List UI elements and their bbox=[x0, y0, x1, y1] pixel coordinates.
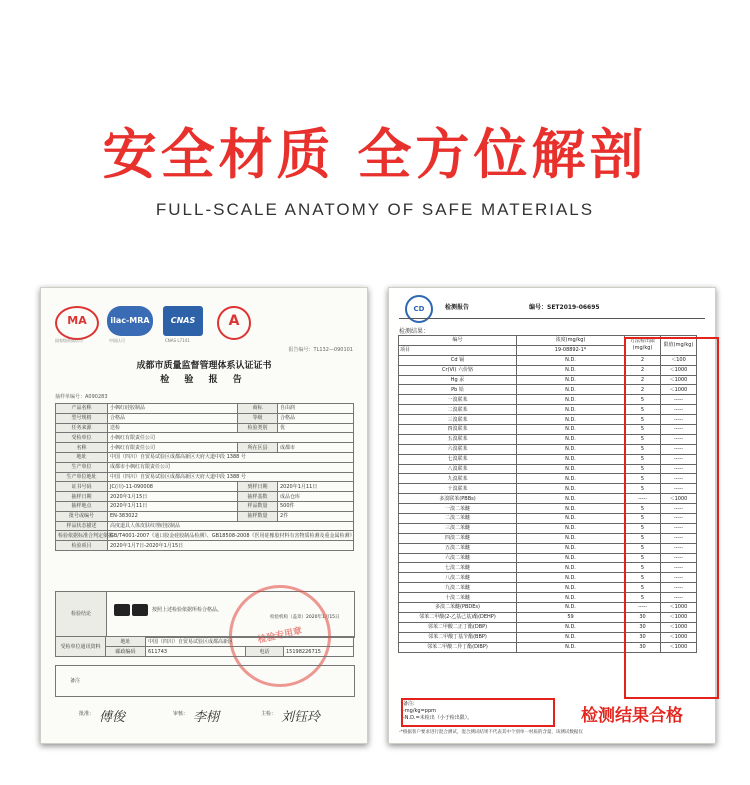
cell: 2020年1月11日 bbox=[108, 501, 238, 511]
cell: ＜1000 bbox=[661, 632, 697, 642]
cnas-logo-icon: CNAS bbox=[163, 306, 203, 336]
report-number: 编号：SET2019-06695 bbox=[529, 304, 600, 311]
cell: ----- bbox=[625, 494, 661, 504]
cell: 高度道具人体皮肤纹理硅胶制品 bbox=[108, 521, 354, 531]
result-passed-callout: 检测结果合格 bbox=[581, 706, 683, 726]
cell: 电话 bbox=[246, 647, 284, 657]
cell: 5 bbox=[625, 454, 661, 464]
cell: ----- bbox=[661, 395, 697, 405]
cell: ＜1000 bbox=[661, 642, 697, 652]
certificate-row bbox=[56, 423, 354, 433]
cell: 六溴二苯醚 bbox=[399, 553, 517, 563]
cell: N.D. bbox=[517, 642, 625, 652]
cell: N.D. bbox=[517, 563, 625, 573]
cell: N.D. bbox=[517, 593, 625, 603]
lab-logo-icon: CD bbox=[405, 295, 433, 323]
head-cell: 编号 bbox=[399, 336, 517, 346]
cell: 任务来源 bbox=[56, 423, 108, 433]
cell: 检验依据标准合判定依据 bbox=[56, 531, 108, 541]
cell: 生产单位 bbox=[56, 462, 108, 472]
certificate-row bbox=[56, 404, 354, 414]
limits-highlight-box bbox=[624, 337, 719, 699]
cell: 批号或编号 bbox=[56, 511, 108, 521]
cell: 5 bbox=[625, 434, 661, 444]
cell: 地址 bbox=[106, 637, 146, 647]
cell: ----- bbox=[661, 553, 697, 563]
cell: N.D. bbox=[517, 514, 625, 524]
certificate-row bbox=[56, 511, 354, 521]
cell: 一溴二苯醚 bbox=[399, 504, 517, 514]
cell: 2 bbox=[625, 375, 661, 385]
cell: 十溴联苯 bbox=[399, 484, 517, 494]
cell: N.D. bbox=[517, 415, 625, 425]
conclusion-text: 按照上述检验依据所检合格品。 bbox=[152, 607, 223, 613]
cell: 2020年1月7日-2020年1月15日 bbox=[108, 541, 354, 551]
cell: N.D. bbox=[517, 375, 625, 385]
cell: N.D. bbox=[517, 464, 625, 474]
cell: 六溴联苯 bbox=[399, 444, 517, 454]
cell: N.D. bbox=[517, 553, 625, 563]
cell: ----- bbox=[661, 583, 697, 593]
cell: 5 bbox=[625, 573, 661, 583]
note-line: -N.D.=未检出（小于检出限）。 bbox=[403, 715, 473, 721]
sample-number: 抽样单编号：A090283 bbox=[55, 394, 108, 400]
cell: 2件 bbox=[278, 511, 354, 521]
cell: 5 bbox=[625, 583, 661, 593]
head-cell: 19-08892-1* bbox=[517, 345, 625, 355]
cell: 5 bbox=[625, 444, 661, 454]
inspector-label: 主检： bbox=[261, 711, 277, 717]
cell: 5 bbox=[625, 474, 661, 484]
cell: N.D. bbox=[517, 543, 625, 553]
cell: 一溴联苯 bbox=[399, 395, 517, 405]
cell: 成品仓库 bbox=[278, 492, 354, 502]
cell: 三溴二苯醚 bbox=[399, 523, 517, 533]
cell: ----- bbox=[661, 573, 697, 583]
cell: EN-383022 bbox=[108, 511, 238, 521]
cell: 商标 bbox=[238, 404, 278, 414]
a-logo-icon: A bbox=[217, 306, 251, 340]
test-report bbox=[388, 287, 716, 744]
certificate-report-number: 报告编号：TL132—090101 bbox=[288, 347, 353, 353]
conclusion-date: 检验机构（盖章）2020年1月15日 bbox=[270, 615, 340, 620]
cell: N.D. bbox=[517, 365, 625, 375]
cell: 5 bbox=[625, 425, 661, 435]
cell: ----- bbox=[661, 593, 697, 603]
cell: 抽样基数 bbox=[238, 492, 278, 502]
cell: ＜1000 bbox=[661, 603, 697, 613]
signatures bbox=[55, 706, 353, 726]
cell: ----- bbox=[661, 405, 697, 415]
approver-signature: 傅俊 bbox=[99, 710, 126, 725]
remarks-label: 备注 bbox=[70, 678, 81, 684]
cell: 15198226715 bbox=[284, 647, 354, 657]
cell: N.D. bbox=[517, 395, 625, 405]
cell: 抽样数量 bbox=[238, 511, 278, 521]
ilac-mra-logo-icon: ilac-MRA bbox=[107, 306, 153, 336]
cell: 自由润 bbox=[278, 404, 354, 414]
cell: 地址 bbox=[56, 452, 108, 462]
cell: N.D. bbox=[517, 434, 625, 444]
cell: ----- bbox=[661, 474, 697, 484]
cell: 八溴联苯 bbox=[399, 464, 517, 474]
cell: ----- bbox=[661, 464, 697, 474]
cell: 五溴二苯醚 bbox=[399, 543, 517, 553]
cell: 中国（四川）自贸易试验区成都高新区 bbox=[146, 637, 354, 647]
cell: N.D. bbox=[517, 444, 625, 454]
cell: 多溴二苯醚(PBDEs) bbox=[399, 603, 517, 613]
reviewer-signature: 李栩 bbox=[193, 710, 220, 725]
cell: 抽样日期 bbox=[56, 492, 108, 502]
head-cell: 项目 bbox=[399, 345, 517, 355]
cell: 中国（四川）自贸易试验区成都高新区天府大道中段 1388 号 bbox=[108, 472, 354, 482]
inspection-certificate bbox=[40, 287, 368, 744]
cell: 成都市小枫红有限责任公司 bbox=[108, 462, 354, 472]
cell: 2 bbox=[625, 385, 661, 395]
certificate-title: 检 验 报 告 bbox=[160, 375, 248, 385]
certificate-row bbox=[56, 531, 354, 541]
cell: 八溴二苯醚 bbox=[399, 573, 517, 583]
cell: 5 bbox=[625, 593, 661, 603]
cell: 抽样地点 bbox=[56, 501, 108, 511]
cell: 二溴联苯 bbox=[399, 405, 517, 415]
cell: 5 bbox=[625, 405, 661, 415]
cell: ----- bbox=[625, 603, 661, 613]
cell: 小枫红硅胶制品 bbox=[108, 404, 238, 414]
note-line: -mg/kg=ppm bbox=[403, 708, 437, 714]
cell: 小枫红有限责任公司 bbox=[108, 443, 238, 453]
cell: 5 bbox=[625, 464, 661, 474]
cell: 合格品 bbox=[278, 413, 354, 423]
cell: 5 bbox=[625, 395, 661, 405]
cell: 邻苯二甲酸二异丁酯(DIBP) bbox=[399, 642, 517, 652]
cell: 七溴二苯醚 bbox=[399, 563, 517, 573]
cell: ----- bbox=[661, 543, 697, 553]
logo-caption: CNAS L7141 bbox=[165, 338, 190, 343]
notes bbox=[403, 701, 472, 722]
cell: 30 bbox=[625, 642, 661, 652]
cell: 邻苯二甲酸二正丁酯(DBP) bbox=[399, 622, 517, 632]
certificate-row bbox=[56, 492, 354, 502]
cell: N.D. bbox=[517, 632, 625, 642]
cell: N.D. bbox=[517, 425, 625, 435]
cell: 多溴联苯(PBBs) bbox=[399, 494, 517, 504]
cell: ＜1000 bbox=[661, 494, 697, 504]
cell: 2 bbox=[625, 355, 661, 365]
cell: 五溴联苯 bbox=[399, 434, 517, 444]
logo-caption: 国家级资质认可 bbox=[55, 338, 83, 343]
cell: ----- bbox=[661, 514, 697, 524]
cell: 九溴联苯 bbox=[399, 474, 517, 484]
cell: 生产单位地址 bbox=[56, 472, 108, 482]
cell: N.D. bbox=[517, 583, 625, 593]
cell: 500件 bbox=[278, 501, 354, 511]
certificate-contact-table bbox=[55, 636, 354, 657]
cell: 小枫红有限责任公司 bbox=[108, 433, 354, 443]
cell: 二溴二苯醚 bbox=[399, 514, 517, 524]
certificate-row bbox=[56, 413, 354, 423]
cell: 型号规格 bbox=[56, 413, 108, 423]
cell: Cr(VI) 六价铬 bbox=[399, 365, 517, 375]
cell: 邻苯二甲酸丁基苄酯(BBP) bbox=[399, 632, 517, 642]
cell: 59 bbox=[517, 612, 625, 622]
cell: 5 bbox=[625, 543, 661, 553]
cell: ＜1000 bbox=[661, 365, 697, 375]
cell: 30 bbox=[625, 622, 661, 632]
cell: ----- bbox=[661, 563, 697, 573]
cell: 5 bbox=[625, 563, 661, 573]
conclusion-label: 检验结论 bbox=[56, 592, 107, 637]
cell: 2 bbox=[625, 365, 661, 375]
official-stamp-icon: 检验专用章 bbox=[220, 576, 341, 697]
cell: 邻苯二甲酸(2-乙基己基)酯(DEHP) bbox=[399, 612, 517, 622]
cell: JC(川)-11-090008 bbox=[108, 482, 238, 492]
cell: 30 bbox=[625, 632, 661, 642]
remarks-box bbox=[55, 665, 355, 697]
inspector-signature: 刘钰玲 bbox=[281, 710, 321, 725]
cell: 5 bbox=[625, 484, 661, 494]
report-footer: -*根据客户要求进行混合测试，混合测试结果不代表其中个别单一材质的含量，该测试数据仅 bbox=[399, 730, 583, 735]
cell: 中国（四川）自贸易试验区成都高新区天府大道中段 1388 号 bbox=[108, 452, 354, 462]
certificate-row bbox=[56, 521, 354, 531]
header-divider bbox=[399, 318, 705, 319]
reviewer-label: 审核： bbox=[173, 711, 189, 717]
cell: 611743 bbox=[146, 647, 246, 657]
cell: 5 bbox=[625, 523, 661, 533]
cell: ----- bbox=[661, 523, 697, 533]
head-cell: 浓度(mg/kg) bbox=[517, 336, 625, 346]
headline: 安全材质 全方位解剖 bbox=[102, 123, 648, 186]
cell: 到样日期 bbox=[238, 482, 278, 492]
cell: N.D. bbox=[517, 355, 625, 365]
cell: Pb 铅 bbox=[399, 385, 517, 395]
cell: 5 bbox=[625, 553, 661, 563]
cell: Cd 镉 bbox=[399, 355, 517, 365]
report-subtitle: 检测结果： bbox=[399, 328, 430, 335]
certificate-row bbox=[56, 482, 354, 492]
cell: 5 bbox=[625, 514, 661, 524]
cell: 5 bbox=[625, 415, 661, 425]
cell: 送检 bbox=[108, 423, 238, 433]
cell: 成都市 bbox=[278, 443, 354, 453]
cell: 九溴二苯醚 bbox=[399, 583, 517, 593]
cell: 七溴联苯 bbox=[399, 454, 517, 464]
cell: ----- bbox=[661, 533, 697, 543]
certificate-row bbox=[56, 472, 354, 482]
subheadline: FULL-SCALE ANATOMY OF SAFE MATERIALS bbox=[155, 200, 595, 219]
certificate-table bbox=[55, 403, 354, 551]
cell: 证书号码 bbox=[56, 482, 108, 492]
logo-caption: 中国认可 bbox=[109, 338, 125, 343]
cell: 2020年1月15日 bbox=[108, 492, 238, 502]
cell: 5 bbox=[625, 533, 661, 543]
cell: 名称 bbox=[56, 443, 108, 453]
cell: N.D. bbox=[517, 474, 625, 484]
ma-logo-icon: MA bbox=[55, 306, 99, 340]
head-cell: 方法检出限(mg/kg) bbox=[625, 336, 661, 356]
certificate-row bbox=[56, 433, 354, 443]
head-cell: 限值(mg/kg) bbox=[661, 336, 697, 356]
cell: N.D. bbox=[517, 484, 625, 494]
cell: 检验类别 bbox=[238, 423, 278, 433]
product-sample-icon bbox=[114, 604, 130, 616]
cell: N.D. bbox=[517, 622, 625, 632]
cell: 十溴二苯醚 bbox=[399, 593, 517, 603]
cell: N.D. bbox=[517, 405, 625, 415]
cell: ----- bbox=[661, 504, 697, 514]
product-sample-icon bbox=[132, 604, 148, 616]
cell: ＜1000 bbox=[661, 612, 697, 622]
cell: 产品名称 bbox=[56, 404, 108, 414]
cell: N.D. bbox=[517, 523, 625, 533]
cell: ----- bbox=[661, 425, 697, 435]
cell: 四溴联苯 bbox=[399, 425, 517, 435]
contact-label: 受检单位通讯资料 bbox=[56, 637, 106, 657]
cell: 邮政编码 bbox=[106, 647, 146, 657]
note-title: 备注: bbox=[403, 701, 415, 707]
cell: N.D. bbox=[517, 504, 625, 514]
cell: 等级 bbox=[238, 413, 278, 423]
cell: ＜1000 bbox=[661, 385, 697, 395]
cell: N.D. bbox=[517, 385, 625, 395]
cell: 三溴联苯 bbox=[399, 415, 517, 425]
cell: ＜1000 bbox=[661, 375, 697, 385]
cell: N.D. bbox=[517, 454, 625, 464]
cell: 合格品 bbox=[108, 413, 238, 423]
cell: 检验项目 bbox=[56, 541, 108, 551]
cell: N.D. bbox=[517, 573, 625, 583]
cell: 样品数量 bbox=[238, 501, 278, 511]
cell: N.D. bbox=[517, 603, 625, 613]
cell: ----- bbox=[661, 444, 697, 454]
cell: ----- bbox=[661, 484, 697, 494]
certificate-row bbox=[56, 452, 354, 462]
report-header: 检测报告 bbox=[445, 304, 470, 311]
cell: ＜100 bbox=[661, 355, 697, 365]
certificate-row bbox=[56, 462, 354, 472]
cell: ----- bbox=[661, 434, 697, 444]
cell: 受检单位 bbox=[56, 433, 108, 443]
cell: 样品状态描述 bbox=[56, 521, 108, 531]
cell: ----- bbox=[661, 415, 697, 425]
cell: 优 bbox=[278, 423, 354, 433]
certificate-row bbox=[56, 501, 354, 511]
cell: Hg 汞 bbox=[399, 375, 517, 385]
certificate-org: 成都市质量监督管理体系认证证书 bbox=[136, 361, 272, 371]
approver-label: 批准： bbox=[79, 711, 95, 717]
cell: N.D. bbox=[517, 494, 625, 504]
cell: ＜1000 bbox=[661, 622, 697, 632]
cell: 四溴二苯醚 bbox=[399, 533, 517, 543]
cell: 2020年1月11日 bbox=[278, 482, 354, 492]
cell: 30 bbox=[625, 612, 661, 622]
cell: ----- bbox=[661, 454, 697, 464]
certificate-row bbox=[56, 443, 354, 453]
certificate-row bbox=[56, 541, 354, 551]
cell: N.D. bbox=[517, 533, 625, 543]
cell: 所在区县 bbox=[238, 443, 278, 453]
cell: 5 bbox=[625, 504, 661, 514]
cell: GB/T4001-2007《通口胶金硅胶制品检测》、GB18508-2008《医用硅橡胶材料有害物质检测及重金属检测》 bbox=[108, 531, 354, 541]
